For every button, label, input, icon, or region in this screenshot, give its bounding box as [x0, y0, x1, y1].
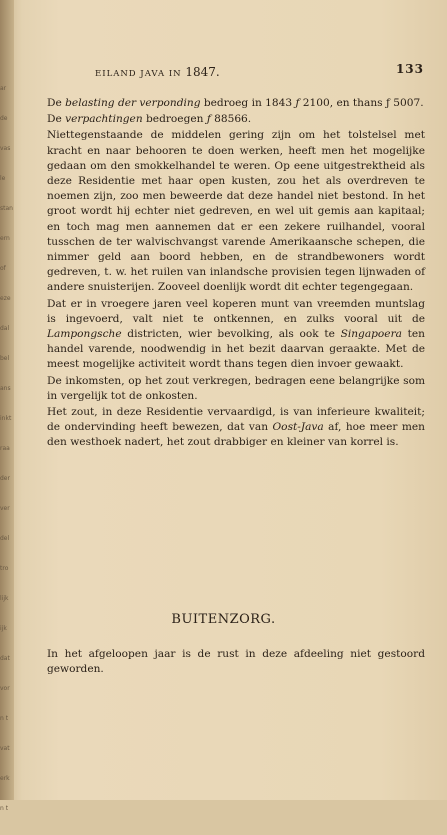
section-body	[47, 647, 425, 677]
p1-mid: bedroegen	[142, 113, 207, 126]
p3-em-singapoera: Singapoera	[340, 328, 402, 341]
margin-note: tro	[0, 565, 9, 572]
margin-note: raa	[0, 445, 10, 452]
margin-note: dat	[0, 655, 10, 662]
margin-note: de	[0, 115, 8, 122]
p1-em: verpachtingen	[65, 113, 143, 126]
margin-note: bel	[0, 355, 10, 362]
running-title	[95, 65, 220, 79]
paragraph-verpachtingen	[47, 112, 425, 127]
margin-note: vor	[0, 685, 10, 692]
margin-note: vat	[0, 745, 10, 752]
p5-em-oost-java: Oost-Java	[272, 421, 324, 434]
margin-note: le	[0, 175, 6, 182]
paragraph-buitenzorg: In het afgeloopen jaar is de rust in deze afdeeling niet gestoord geworden.	[47, 648, 425, 676]
running-title-text: EILAND JAVA IN	[95, 69, 182, 79]
p0-florin: ƒ	[295, 97, 300, 109]
running-title-year: 1847.	[185, 65, 220, 79]
margin-note: stan	[0, 205, 13, 212]
margin-note: der	[0, 475, 10, 482]
paragraph-smokkelhandel: Niettegenstaande de middelen gering zijn om het tolstelsel met kracht en naar behooren te doen werken, heeft men het mogelijke gedaan om den smokkelhandel te weren. Op eene uitgestrektheid als deze Residentie met haar open kusten, zou het als overdreven te noemen zijn, zoo men beweerde dat deze handel niet bestond. In het groot wordt hij echter niet gedreven, en wel uit gemis aan kapitaal; en toch mag men aannemen dat er een zekere ruilhandel, vooral tusschen de ter walvischvangst varende Amerikaansche schepen, die nimmer geld aan boord hebben, en de strandbewoners wordt gedreven, t. w. het ruilen van inlandsche provisien tegen lijnwaden of andere snuisterijen. Zooveel doenlijk wordt dit echter tegengegaan.	[47, 129, 425, 294]
margin-note: ern	[0, 235, 10, 242]
p3-mid: districten, wier bevolking, als ook te	[121, 328, 341, 341]
p3-em-lampongsche: Lampongsche	[47, 328, 122, 341]
margin-notes	[0, 85, 14, 835]
margin-note: ans	[0, 385, 11, 392]
p1-florin: ƒ	[206, 113, 211, 126]
paragraph-verponding	[47, 96, 425, 111]
margin-note: ar	[0, 85, 7, 92]
margin-note: del	[0, 535, 10, 542]
p1-pre: De	[47, 113, 66, 126]
p0-post: 2100, en thans ƒ 5007.	[299, 97, 424, 109]
margin-note: ver	[0, 505, 10, 512]
margin-note: dal	[0, 325, 10, 332]
running-header	[95, 62, 430, 78]
paragraph-inkomsten: De inkomsten, op het zout verkregen, bedragen eene belangrijke som in vergelijk tot de onkosten.	[47, 374, 425, 402]
p5-pre: Het zout, in deze Residentie vervaardigd, is van inferieure kwaliteit; de ondervinding heeft bewezen, dat van	[47, 406, 425, 434]
p0-mid: bedroeg in 1843	[200, 97, 296, 109]
paragraph-zout	[47, 405, 425, 451]
body-text	[47, 96, 425, 451]
margin-note: ijk	[0, 625, 7, 632]
p3-post: ten handel varende, noodwendig in het bezit daarvan geraakte. Met de meest mogelijke activiteit wordt thans tegen dien invoer gewaakt.	[47, 328, 425, 371]
p0-pre: De	[47, 97, 66, 109]
margin-note: erk	[0, 775, 10, 782]
margin-note: n t	[0, 715, 9, 722]
p0-em: belasting der verponding	[65, 97, 201, 109]
margin-note: inkt	[0, 415, 12, 422]
margin-note: vas	[0, 145, 11, 152]
margin-note: eze	[0, 295, 11, 302]
margin-note: n t	[0, 805, 9, 812]
margin-note: of	[0, 265, 6, 272]
p5-mid: af, hoe meer men den westhoek nadert, het zout drabbiger en kleiner van korrel is.	[47, 421, 425, 449]
p3-pre: Dat er in vroegere jaren veel koperen munt van vreemden muntslag is ingevoerd, valt niet te ontkennen, en zulks vooral uit de	[47, 297, 425, 325]
margin-note: lijk	[0, 595, 9, 602]
page-number: 133	[395, 62, 424, 76]
section-heading: BUITENZORG.	[171, 612, 276, 627]
p1-post: 88566.	[210, 113, 252, 126]
paragraph-koperen-munt	[47, 297, 425, 373]
